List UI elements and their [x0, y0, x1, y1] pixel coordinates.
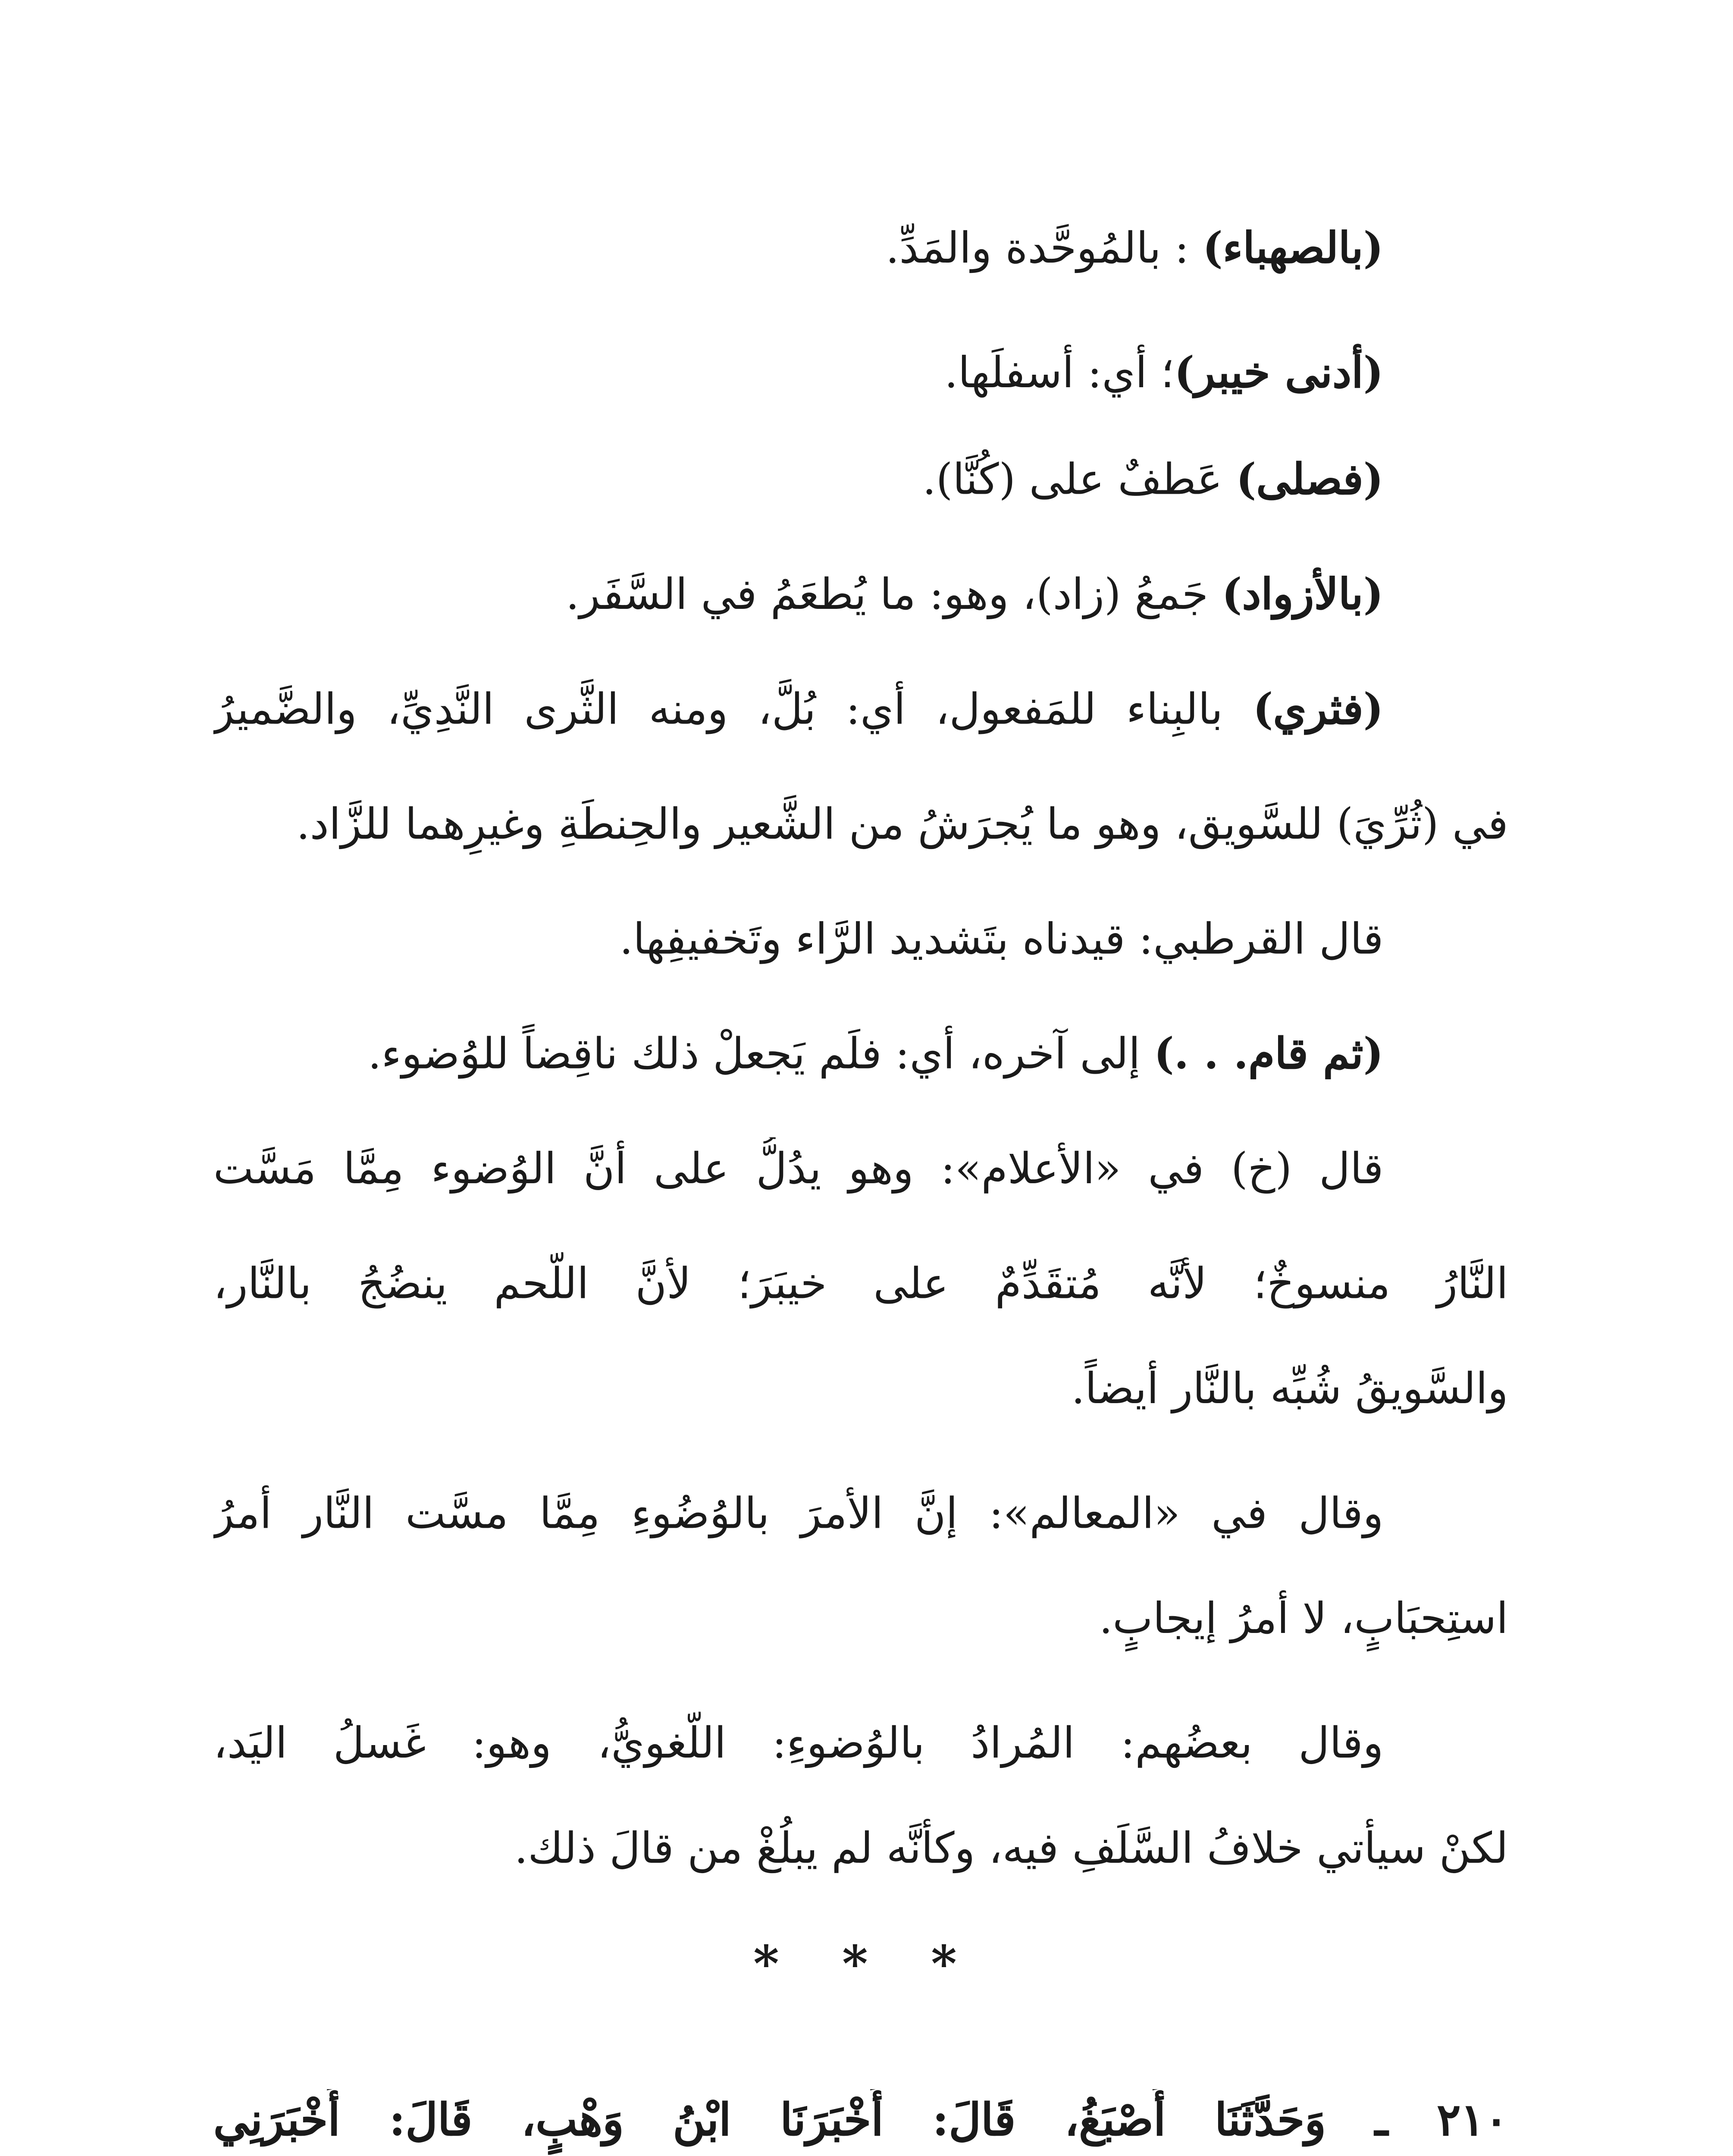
text-line	[620, 908, 1384, 973]
bold-term: (بالأزواد)	[1222, 571, 1384, 620]
line-text: وقال بعضُهم: المُرادُ بالوُضوءِ: اللُّغويُّ، وهو: غَسلُ اليَد،	[213, 1720, 1384, 1769]
bold-term: (فثري)	[1253, 686, 1384, 736]
hadith-line	[213, 2089, 1508, 2155]
text-line	[944, 342, 1383, 407]
line-text: في (ثُرِّيَ) للسَّويق، وهو ما يُجرَشُ من الشَّعير والحِنطَةِ وغيرِهما للزَّاد.	[296, 801, 1508, 850]
text-line	[1099, 1587, 1508, 1652]
section-separator: * * *	[753, 1937, 980, 1994]
text-line	[1071, 1357, 1508, 1423]
text-line	[368, 1022, 1383, 1088]
line-text: النَّارُ منسوخٌ؛ لأنَّه مُتقَدِّمٌ على خيبَرَ؛ لأنَّ اللَّحم ينضُجُ بالنَّار،	[213, 1260, 1508, 1310]
bold-term: (بالصهباء)	[1202, 225, 1384, 274]
text-line	[213, 1482, 1384, 1548]
text-line	[566, 563, 1383, 628]
text-line	[514, 1817, 1508, 1882]
line-text: والسَّويقُ شُبِّه بالنَّار أيضاً.	[1071, 1365, 1508, 1415]
bold-term: (أدنى خيبر)	[1174, 349, 1384, 399]
text-line	[213, 1252, 1508, 1318]
line-text: قال القرطبي: قيدناه بتَشديد الرَّاء وتَخفيفِها.	[619, 915, 1384, 965]
text-line	[213, 1712, 1384, 1777]
line-text: إلى آخره، أي: فلَم يَجعلْ ذلك ناقِضاً للوُضوء.	[368, 1031, 1154, 1080]
line-text: : بالمُوحَّدة والمَدِّ.	[886, 225, 1203, 274]
line-text: وقال في «المعالم»: إنَّ الأمرَ بالوُضُوءِ مِمَّا مسَّت النَّار أمرُ	[213, 1490, 1384, 1540]
text-line	[886, 216, 1383, 282]
text-line	[922, 448, 1383, 514]
line-text: ؛ أي: أسفلَها.	[944, 349, 1175, 399]
text-line	[296, 793, 1508, 858]
line-text: قال (خ) في «الأعلام»: وهو يدُلُّ على أنَّ الوُضوء مِمَّا مَسَّت	[213, 1145, 1384, 1195]
bold-term: (ثم قام. . .)	[1153, 1031, 1384, 1080]
text-line	[213, 1138, 1384, 1203]
line-text: جَمعُ (زاد)، وهو: ما يُطعَمُ في السَّفَر.	[566, 571, 1222, 620]
line-text: بالبِناء للمَفعول، أي: بُلَّ، ومنه الثَّرى النَّدِيِّ، والضَّميرُ	[213, 686, 1253, 736]
line-text: عَطفٌ على (كُنَّا).	[922, 456, 1236, 506]
line-text: استِحبَابٍ، لا أمرُ إيجابٍ.	[1099, 1595, 1508, 1645]
line-text: لكنْ سيأتي خلافُ السَّلَفِ فيه، وكأنَّه لم يبلُغْ من قالَ ذلك.	[514, 1825, 1508, 1874]
hadith-text: ٢١٠ ـ وَحَدَّثَنَا أَصْبَغُ، قَالَ: أَخْبَرَنَا ابْنُ وَهْبٍ، قَالَ: أَخْبَرَنِي	[213, 2096, 1508, 2147]
bold-term: (فصلى)	[1236, 456, 1384, 506]
text-line	[213, 678, 1384, 743]
